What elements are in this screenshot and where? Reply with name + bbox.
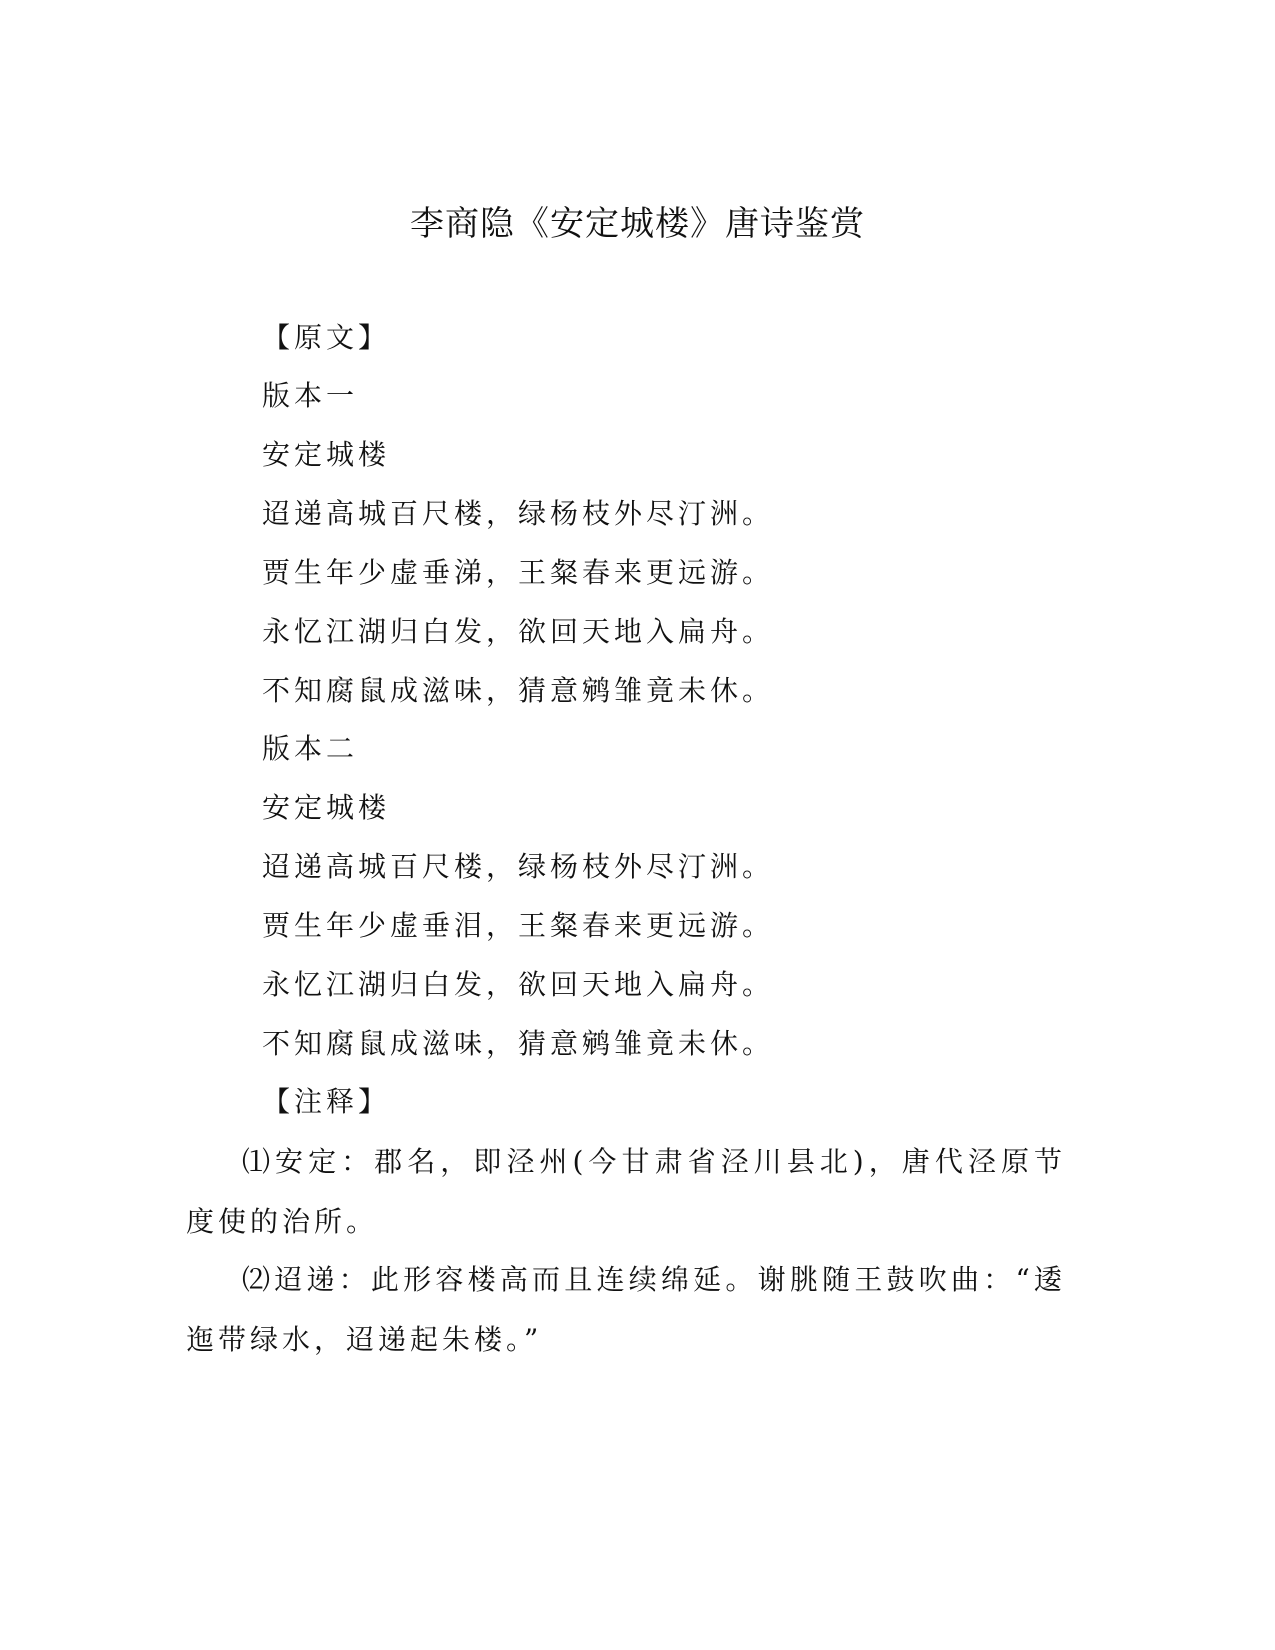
poem-line: 不知腐鼠成滋味，猜意鹓雏竟未休。	[262, 1027, 775, 1060]
note-paragraph: ⑵迢递：此形容楼高而且连续绵延。谢朓随王鼓吹曲：“逶迤带绿水，迢递起朱楼。”	[186, 1263, 1066, 1356]
poem-title: 安定城楼	[262, 791, 391, 824]
section-heading-notes: 【注释】	[262, 1085, 391, 1118]
poem-line: 贾生年少虚垂泪，王粲春来更远游。	[262, 909, 775, 942]
poem-line: 贾生年少虚垂涕，王粲春来更远游。	[262, 556, 775, 589]
poem-line: 永忆江湖归白发，欲回天地入扁舟。	[262, 615, 775, 648]
note-paragraph: ⑴安定：郡名，即泾州(今甘肃省泾川县北)，唐代泾原节度使的治所。	[186, 1145, 1066, 1238]
poem-line: 迢递高城百尺楼，绿杨枝外尽汀洲。	[262, 850, 775, 883]
poem-line: 迢递高城百尺楼，绿杨枝外尽汀洲。	[262, 497, 775, 530]
version-label: 版本二	[262, 732, 359, 765]
section-heading-original: 【原文】	[262, 321, 391, 354]
poem-title: 安定城楼	[262, 438, 391, 471]
poem-line: 不知腐鼠成滋味，猜意鹓雏竟未休。	[262, 674, 775, 707]
page-title: 李商隐《安定城楼》唐诗鉴赏	[410, 204, 865, 244]
version-label: 版本一	[262, 379, 359, 412]
poem-line: 永忆江湖归白发，欲回天地入扁舟。	[262, 968, 775, 1001]
